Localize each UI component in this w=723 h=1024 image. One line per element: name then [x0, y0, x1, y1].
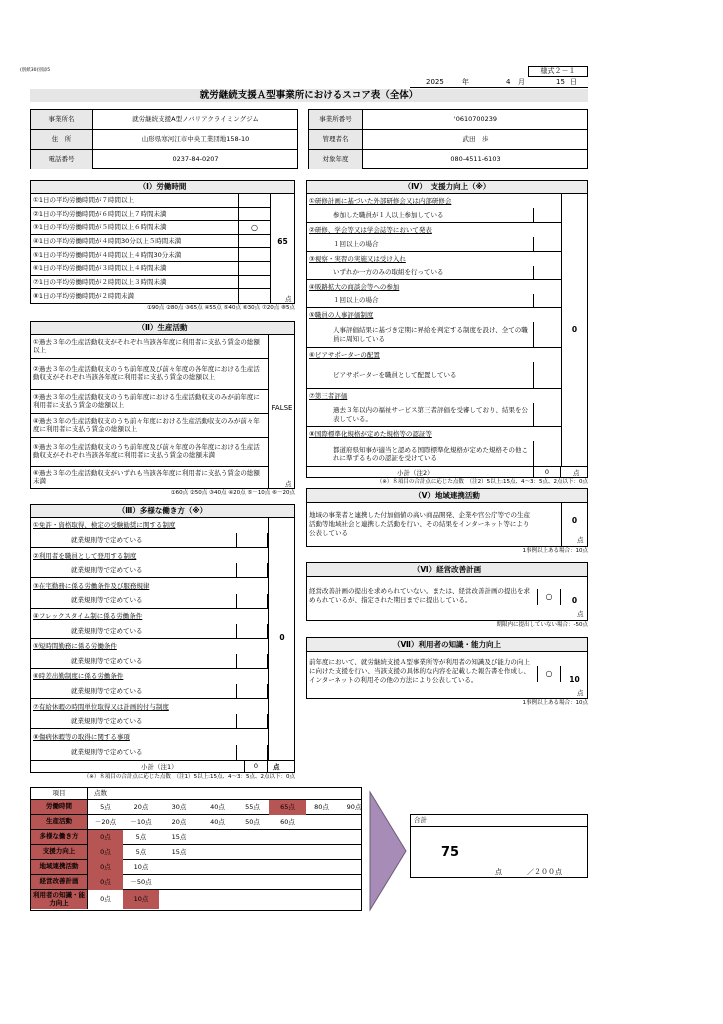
summary-value: －50点 [130, 878, 152, 887]
section-6-score: 0 [571, 596, 578, 606]
support-check [533, 441, 561, 467]
labor-hours-option: ⑦1日の平均労働時間が２時間以上３時間未満 [31, 276, 271, 290]
summary-value: 5点 [135, 833, 147, 842]
support-check [533, 266, 561, 280]
summary-value: 0点 [88, 845, 123, 860]
section-labor-hours [30, 180, 295, 304]
section-7-score: 10 [569, 675, 580, 685]
support-check [533, 294, 561, 308]
labor-hours-mark [239, 235, 270, 249]
summary-value: 0点 [100, 895, 111, 904]
summary-value: －10点 [130, 818, 152, 827]
section-6-text: 経営改善計画の提出を求められていない。または、経営改善計画の提出を求められているが、指定された期日までに提出している。 [309, 587, 530, 604]
support-check [533, 322, 561, 348]
diverse-work-sub: 就業規則等で定めている [31, 533, 268, 548]
summary-value: 15点 [171, 848, 187, 857]
section-3-score: 0 [279, 633, 285, 643]
section-1-score: 65 [277, 237, 288, 247]
diverse-work-check [236, 745, 268, 760]
section-5-pt: 点 [577, 536, 584, 544]
summary-value: 80点 [314, 803, 329, 812]
labor-hours-mark [239, 194, 270, 208]
diverse-work-check [236, 684, 268, 699]
summary-col-item: 項目 [31, 788, 88, 800]
summary-value: 5点 [100, 803, 111, 812]
section-3-subtotal-value: 0 [244, 761, 268, 772]
section-6-mark: ○ [537, 589, 561, 605]
address-value: 山形県寒河江市中央工業団地158-10 [93, 130, 298, 150]
production-option: ⑥過去３年の生産活動収支がいずれも当該各年度に利用者に支払う賃金の総額未満 [33, 468, 260, 485]
date-line [410, 78, 588, 88]
summary-value: 15点 [171, 833, 187, 842]
labor-hours-option: ⑧1日の平均労働時間が２時間未満 [33, 291, 134, 300]
section-community [306, 488, 588, 547]
section-3-footnote: （※）８項目の合計点に応じた点数 （注1）5以上:15点、4～3：5点、2点以下：0点 [83, 774, 295, 780]
section-3-title: （Ⅲ）多様な働き方（※） [31, 505, 294, 518]
labor-hours-option: ⑤1日の平均労働時間が４時間以上４時間30分未満 [31, 248, 271, 262]
diverse-work-sub: 就業規則等で定めている [31, 654, 268, 669]
section-5-footnote: 1事例以上ある場合：10点 [522, 548, 588, 554]
name-value: 就労継続支援A型ノバリアクライミングジム [93, 110, 298, 130]
section-7-mark: ○ [537, 666, 561, 682]
address-label: 住 所 [31, 130, 93, 150]
summary-row-label: 地域連携活動 [31, 860, 88, 875]
support-item: ⑥ピアサポーターの配置 [309, 350, 380, 359]
labor-hours-option: ②1日の平均労働時間が６時間以上７時間未満 [31, 208, 271, 222]
summary-row-label: 経営改善計画 [31, 875, 88, 890]
number-value: '0610700239 [363, 110, 588, 130]
diverse-work-item: ③在宅勤務に係る労働条件及び服務規律 [33, 581, 150, 590]
section-3-subtotal [31, 760, 294, 772]
summary-value: 20点 [171, 818, 187, 827]
production-option: ②過去３年の生産活動収支のうち前年度及び前々年度の各年度における生産活動収支がそれぞれ当該各年度に利用者に支払う賃金の総額以上 [31, 359, 268, 390]
total-box [410, 814, 588, 878]
section-2-footnote: ①60点 ②50点 ③40点 ④20点 ⑤－10点 ⑥－20点 [170, 490, 295, 496]
summary-value: 55点 [245, 803, 260, 812]
labor-hours-option: ⑥1日の平均労働時間が３時間以上４時間未満 [31, 262, 271, 276]
diverse-work-sub: 就業規則等で定めている [71, 747, 143, 756]
support-sub: 人事評価結果に基づき定期に昇給を判定する制度を設け、全ての職員に周知している [307, 322, 561, 348]
support-sub: １回以上の場合 [307, 294, 561, 308]
labor-hours-mark [239, 248, 270, 262]
summary-value: 50点 [245, 818, 260, 827]
diverse-work-item: ②利用者を職員として登用する制度 [33, 551, 137, 560]
target-year-value: 080-4511-6103 [450, 155, 501, 164]
diverse-work-item: ④フレックスタイム制に係る労働条件 [33, 612, 143, 621]
section-2-score: FALSE [271, 403, 293, 412]
diverse-work-sub: 就業規則等で定めている [31, 624, 268, 639]
labor-hours-mark: ○ [251, 222, 258, 232]
manager-label: 管理者名 [309, 130, 363, 150]
doc-ref: (別紙30)別添5 [20, 68, 51, 73]
diverse-work-item: ⑥時差出勤制度に係る労働条件 [33, 672, 124, 681]
tel-value: 0237-84-0207 [172, 155, 219, 164]
section-4-subtotal-pt: 点 [573, 469, 580, 477]
date-day: 15 [556, 78, 565, 86]
labor-hours-mark [239, 262, 270, 276]
summary-value: 40点 [210, 818, 225, 827]
summary-value: 40点 [210, 803, 225, 812]
summary-col-points: 点数 [88, 788, 361, 800]
section-4-subtotal [307, 466, 587, 478]
summary-table [30, 787, 362, 911]
divider [270, 194, 271, 303]
labor-hours-option: ③1日の平均労働時間が５時間以上６時間未満 [31, 221, 271, 235]
summary-value: 0点 [88, 875, 123, 890]
summary-value: 65点 [269, 800, 306, 815]
support-check [533, 208, 561, 223]
section-management-plan [306, 562, 588, 621]
support-sub: ピアサポーターを職員として配置している [307, 362, 561, 389]
summary-row-label: 支援力向上 [31, 845, 88, 860]
diverse-work-check [236, 563, 268, 578]
section-4-title: （Ⅳ） 支援力向上（※） [307, 181, 587, 194]
summary-value: 30点 [171, 803, 187, 812]
support-item: ④販路拡大の商談会等への参加 [309, 282, 400, 291]
section-5-score: 0 [571, 516, 578, 526]
target-year-label: 対象年度 [309, 150, 363, 169]
diverse-work-sub: 就業規則等で定めている [31, 714, 268, 729]
support-sub: 都道府県知事が適当と認める国際標準化規格が定めた規格その他これに準ずるものの認証を受けている [333, 445, 528, 462]
total-max: ／２００点 [527, 868, 562, 876]
info-right [308, 109, 588, 169]
form-label: 様式２－１ [528, 66, 588, 77]
diverse-work-sub: 就業規則等で定めている [31, 684, 268, 699]
section-7-footnote: 1事例以上ある場合：10点 [522, 700, 588, 706]
section-3-subtotal-pt: 点 [273, 763, 280, 771]
labor-hours-option: ④1日の平均労働時間が４時間30分以上５時間未満 [31, 235, 271, 249]
summary-value: 0点 [88, 860, 123, 875]
support-sub: 参加した職員が１人以上参加している [307, 208, 561, 223]
support-sub: いずれか一方のみの取組を行っている [307, 266, 561, 280]
support-item: ②研修、学会等又は学会誌等において発表 [309, 225, 432, 234]
support-check [533, 403, 561, 427]
support-check [533, 237, 561, 252]
section-7-title: （Ⅶ）利用者の知識・能力向上 [307, 638, 587, 652]
section-diverse-work [30, 504, 295, 773]
date-month-unit: 月 [518, 78, 525, 86]
section-4-score: 0 [571, 325, 578, 335]
section-1-title: （Ⅰ）労働時間 [31, 181, 294, 194]
labor-hours-mark [239, 289, 270, 303]
page-title: 就労継続支援Ａ型事業所におけるスコア表（全体） [30, 89, 588, 102]
support-check [533, 362, 561, 389]
section-6-pt: 点 [577, 610, 584, 618]
diverse-work-sub: 就業規則等で定めている [31, 563, 268, 578]
section-1-pt: 点 [285, 295, 292, 303]
date-year-unit: 年 [462, 78, 469, 86]
summary-value: 20点 [133, 803, 149, 812]
production-option: ①過去３年の生産活動収支がそれぞれ当該各年度に利用者に支払う賃金の総額以上 [31, 335, 268, 359]
summary-row-label: 利用者の知識・能力向上 [31, 890, 88, 909]
total-label: 合計 [411, 815, 587, 827]
summary-value: 60点 [280, 818, 295, 827]
support-item: ⑦第三者評価 [309, 391, 348, 400]
section-4-subtotal-value: 0 [533, 467, 561, 478]
diverse-work-check [236, 654, 268, 669]
section-3-subtotal-label: 小計（注1） [141, 763, 178, 771]
support-item: ⑤職員の人事評価制度 [309, 310, 374, 319]
divider [238, 194, 239, 303]
section-user-ability [306, 637, 588, 699]
summary-value: 10点 [123, 890, 159, 909]
section-5-title: （Ⅴ）地域連携活動 [307, 489, 587, 503]
section-production [30, 321, 295, 489]
section-7-text: 前年度において、就労継続支援Ａ型事業所等が利用者の知識及び能力の向上に向けた支援を行い、当該支援の具体的な内容を記載した報告書を作成し、インターネットの利用その他の方法により公表している。 [309, 658, 530, 684]
diverse-work-item: ⑤短時間勤務に係る労働条件 [33, 642, 117, 651]
production-option: ④過去３年の生産活動収支のうち前々年度における生産活動収支のみが前々年度に利用者に支払う賃金の総額以上 [31, 414, 268, 438]
section-2-pt: 点 [285, 480, 292, 488]
summary-value: －20点 [94, 818, 117, 827]
date-day-unit: 日 [570, 78, 577, 86]
support-item: ③視察・実習の実施又は受け入れ [309, 254, 406, 263]
diverse-work-check [236, 594, 268, 609]
production-option: ⑤過去３年の生産活動収支のうち前年度及び前々年度の各年度における生産活動収支がそれぞれ当該各年度に利用者に支払う賃金の総額未満 [31, 438, 268, 467]
labor-hours-mark [239, 276, 270, 290]
summary-value: 5点 [135, 848, 147, 857]
summary-row-label: 多様な働き方 [31, 830, 88, 845]
labor-hours-option: ①1日の平均労働時間が７時間以上 [31, 194, 271, 208]
section-5-text: 地域の事業者と連携した付加価値の高い商品開発、企業や官公庁等での生産活動等地域社会と連携した活動を行い、その結果をインターネット等により公表している [309, 511, 530, 537]
summary-row-label: 労働時間 [31, 800, 88, 815]
diverse-work-item: ⑧傷病休暇等の取得に関する事項 [33, 732, 130, 741]
support-sub: 過去３年以内の福祉サービス第三者評価を受審しており、結果を公表している。 [307, 403, 561, 427]
summary-row-label: 生産活動 [31, 815, 88, 830]
name-label: 事業所名 [31, 110, 93, 130]
summary-value: 0点 [88, 830, 123, 845]
production-option: ③過去３年の生産活動収支のうち前年度における生産活動収支のみが前年度に利用者に支払う賃金の総額以上 [31, 390, 268, 414]
section-4-footnote: （※）８項目の合計点に応じた点数 （注2）5以上:15点、4～3：5点、2点以下：0点 [376, 479, 588, 485]
section-6-title: （Ⅵ）経営改善計画 [307, 563, 587, 577]
summary-value: 90点 [346, 803, 362, 812]
tel-label: 電話番号 [31, 150, 93, 169]
date-month: 4 [506, 78, 511, 86]
number-label: 事業所番号 [309, 110, 363, 130]
diverse-work-item: ⑦有給休暇の時間単位取得又は計画的付与制度 [33, 702, 169, 711]
summary-value: 10点 [133, 863, 149, 872]
support-sub: １回以上の場合 [307, 237, 561, 252]
labor-hours-mark [239, 208, 270, 222]
total-value: 75 [441, 845, 460, 860]
section-1-footnote: ①90点 ②80点 ③65点 ④55点 ⑤40点 ⑥30点 ⑦20点 ⑧5点 [146, 305, 295, 311]
section-7-pt: 点 [577, 689, 584, 697]
section-2-title: （Ⅱ）生産活動 [31, 322, 294, 335]
diverse-work-check [236, 624, 268, 639]
diverse-work-sub: 就業規則等で定めている [31, 594, 268, 609]
date-year: 2025 [426, 78, 444, 86]
info-left [30, 109, 298, 169]
support-item: ①研修計画に基づいた外部研修会又は内部研修会 [309, 196, 452, 205]
section-support [306, 180, 588, 478]
manager-value: 武田 歩 [363, 130, 588, 150]
diverse-work-check [236, 714, 268, 729]
support-item: ⑧国際標準化規格が定めた規格等の認証等 [309, 429, 432, 438]
section-4-subtotal-label: 小計（注2） [397, 469, 434, 477]
arrow-icon [368, 790, 408, 912]
section-6-footnote: 期限内に提出していない場合：-50点 [496, 622, 588, 628]
total-pt: 点 [495, 868, 502, 876]
diverse-work-item: ①免許・資格取得、検定の受験勧奨に関する制度 [33, 521, 176, 530]
diverse-work-check [236, 533, 268, 548]
